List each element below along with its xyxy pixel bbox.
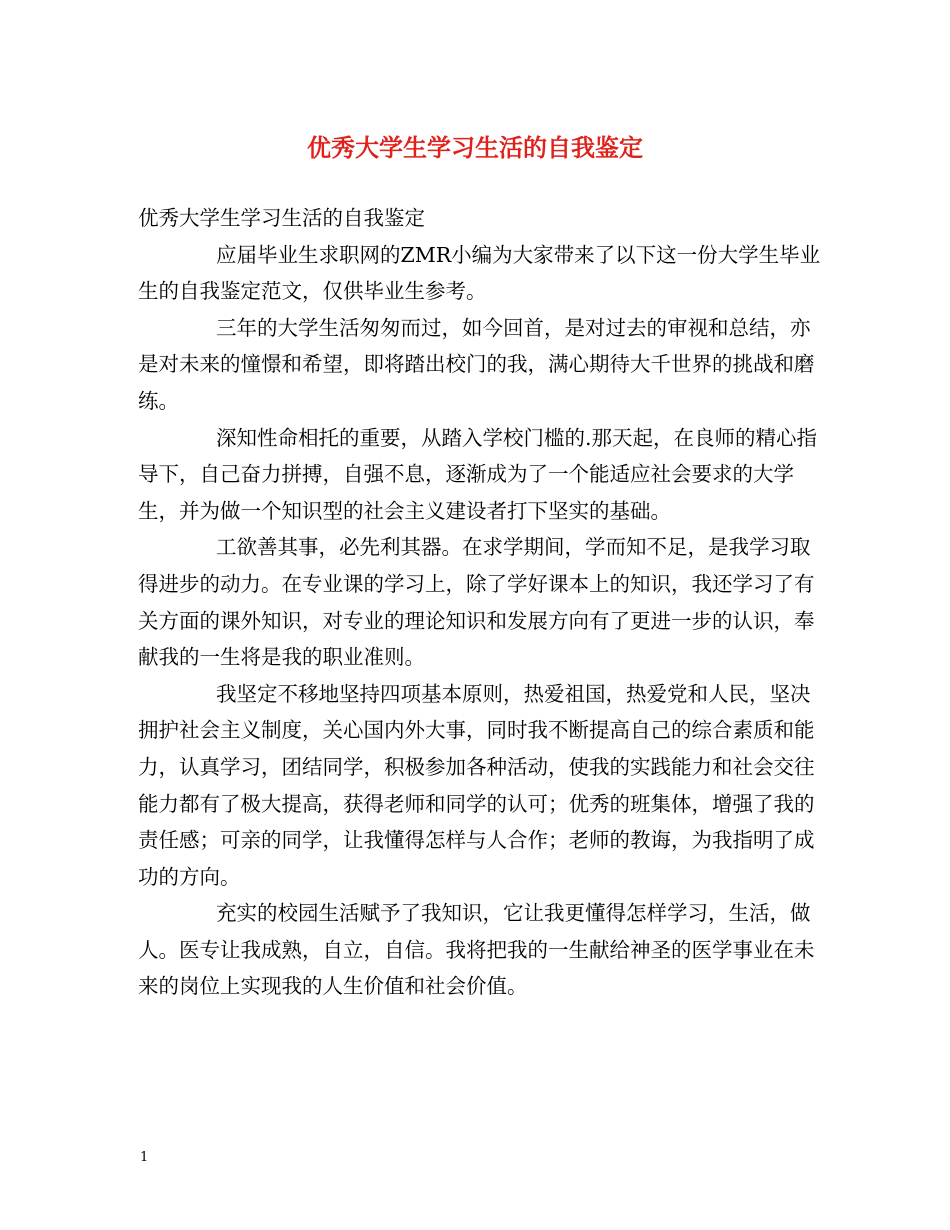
document-subtitle: 优秀大学生学习生活的自我鉴定 <box>138 206 425 230</box>
paragraph-intro: 应届毕业生求职网的ZMR小编为大家带来了以下这一份大学生毕业生的自我鉴定范文，仅供毕业生参考。 <box>138 242 821 304</box>
document-title: 优秀大学生学习生活的自我鉴定 <box>307 133 643 162</box>
page-number: 1 <box>140 1150 149 1165</box>
paragraph-reflection: 三年的大学生活匆匆而过，如今回首，是对过去的审视和总结，亦是对未来的憧憬和希望，即将踏出校门的我，满心期待大千世界的挑战和磨练。 <box>138 315 815 413</box>
paragraph-guidance: 深知性命相托的重要，从踏入学校门槛的.那天起，在良师的精心指导下，自己奋力拼搏，自强不息，逐渐成为了一个能适应社会要求的大学生，并为做一个知识型的社会主义建设者打下坚实的基础。 <box>138 425 818 523</box>
paragraph-study: 工欲善其事，必先利其器。在求学期间，学而知不足，是我学习取得进步的动力。在专业课的学习上，除了学好课本上的知识，我还学习了有关方面的课外知识，对专业的理论知识和发展方向有了更进一步的认识，奉献我的一生将是我的职业准则。 <box>138 535 815 670</box>
paragraph-principles: 我坚定不移地坚持四项基本原则，热爱祖国，热爱党和人民，坚决拥护社会主义制度，关心国内外大事，同时我不断提高自己的综合素质和能力，认真学习，团结同学，积极参加各种活动，使我的实践能力和社会交往能力都有了极大提高，获得老师和同学的认可；优秀的班集体，增强了我的责任感；可亲的同学，让我懂得怎样与人合作；老师的教诲，为我指明了成功的方向。 <box>138 681 815 889</box>
document-body <box>138 200 828 1005</box>
paragraph-campus-life: 充实的校园生活赋予了我知识，它让我更懂得怎样学习，生活，做人。医专让我成熟，自立，自信。我将把我的一生献给神圣的医学事业在未来的岗位上实现我的人生价值和社会价值。 <box>138 901 815 999</box>
